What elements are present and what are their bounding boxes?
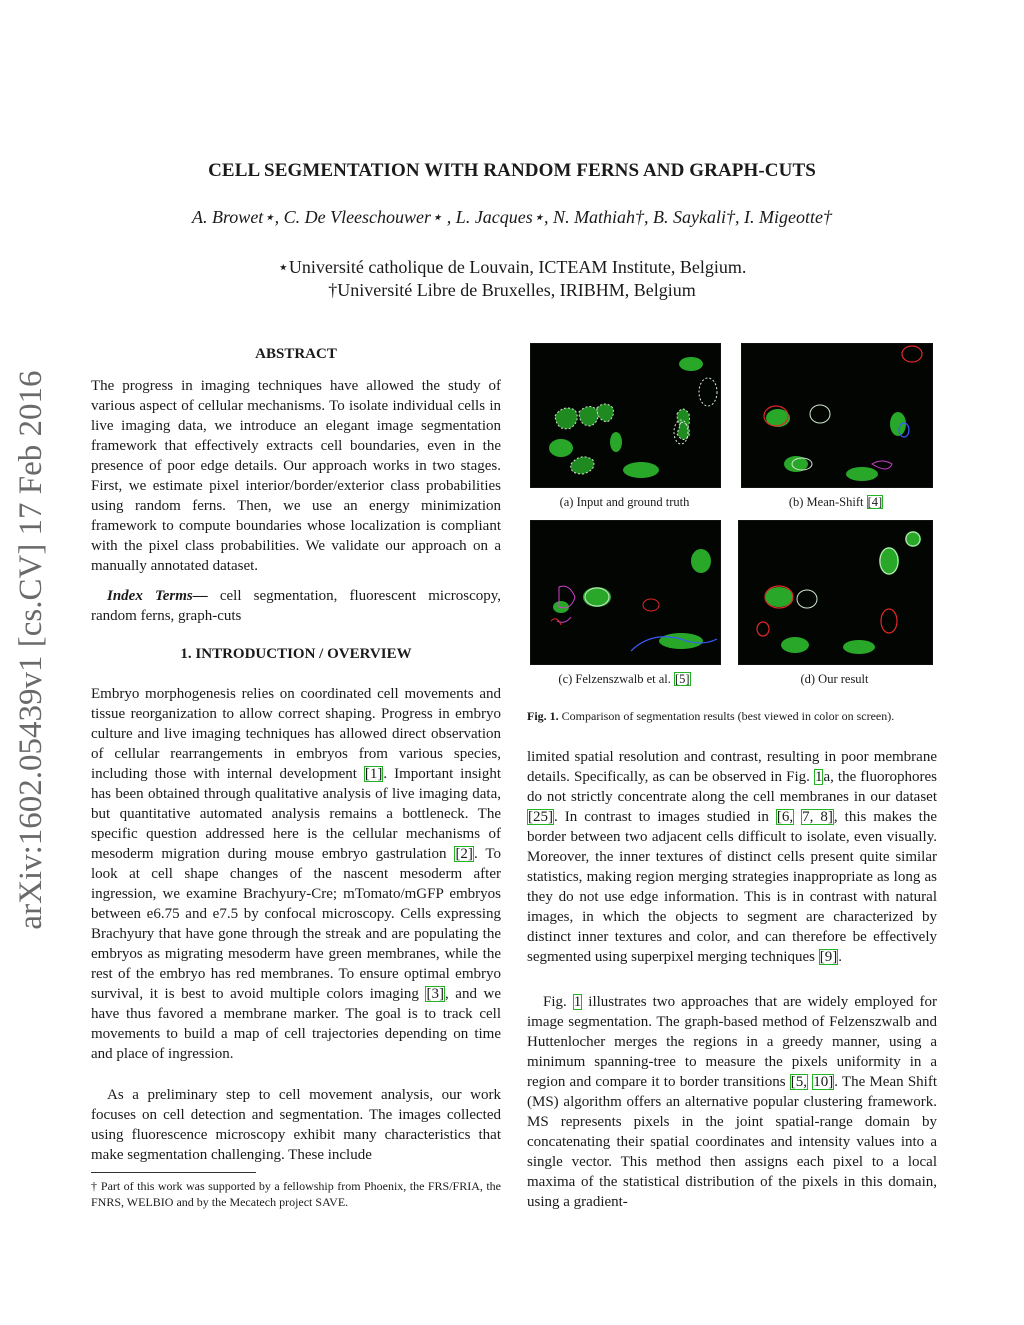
figure-link[interactable]: 1 — [814, 769, 823, 785]
citation-link[interactable]: [1] — [364, 766, 383, 782]
index-terms — [91, 586, 501, 626]
citation-link[interactable]: [2] — [455, 846, 473, 862]
footnote: † Part of this work was supported by a fellowship from Phoenix, the FRS/FRIA, the FNRS, WELBIO and by the Mecatech project SAVE. — [91, 1179, 501, 1209]
right-paragraph-2 — [527, 992, 937, 1212]
intro-text-segment: As a preliminary step to cell movement analysis, our work focuses on cell detection and segmentation. The images collected using fluorescence microscopy exhibit many characteristics that make segmentation challenging. These include — [91, 1087, 501, 1163]
citation-link[interactable]: [4] — [867, 495, 883, 509]
subcaption-d: (d) Our result — [800, 672, 869, 686]
figure-caption-text: Comparison of segmentation results (best viewed in color on screen). — [558, 709, 895, 723]
citation-link[interactable]: [5] — [675, 672, 690, 686]
figure-panel-our-result — [738, 520, 933, 665]
subcaption-c — [530, 672, 719, 687]
citation-link[interactable]: [3] — [426, 986, 444, 1002]
intro-text-segment: , and we have thus favored a membrane marker. The goal is to track cell movements to build a map of cell trajectories depending on time and place of ingression. — [91, 986, 501, 1062]
figure-link[interactable]: 1 — [573, 994, 582, 1010]
figure-panel-mean-shift — [741, 343, 933, 488]
citation-link[interactable]: [9] — [819, 949, 838, 965]
subcaption-text: (b) Mean-Shift — [788, 495, 867, 509]
arxiv-identifier: arXiv:1602.05439v1 [cs.CV] 17 Feb 2016 — [13, 370, 49, 930]
figure-panel-felzenszwalb — [530, 520, 721, 665]
subcaption-b — [741, 495, 931, 510]
author-list: A. Browet⋆, C. De Vleeschouwer⋆ , L. Jacques⋆, N. Mathiah†, B. Saykali†, I. Migeotte† — [191, 207, 833, 227]
intro-text-segment: Embryo morphogenesis relies on coordinated cell movements and tissue reorganization to allow correct shaping. Progress in embryo culture and live imaging techniques has allowed direct observation of cellular rearrangements in embryos from various species, including those with internal development — [91, 686, 501, 782]
body-text-segment: illustrates two approaches that are widely employed for image segmentation. The graph-based method of Felzenszwalb and Huttenlocher merges the regions in a greedy manner, using a minimum spanning-tree to measure the pixels uniformity in a region and compare it to border transitions — [527, 994, 937, 1090]
section-heading-introduction: 1. INTRODUCTION / OVERVIEW — [180, 646, 412, 662]
body-text-segment: Fig. — [543, 994, 573, 1010]
footnote-rule — [91, 1172, 256, 1173]
figure-label: Fig. 1. — [527, 709, 559, 723]
intro-paragraph-2 — [91, 1085, 501, 1165]
affiliation-ulb: †Université Libre de Bruxelles, IRIBHM, Belgium — [328, 280, 696, 300]
citation-link[interactable]: [6, — [776, 809, 794, 825]
body-text-segment: . — [838, 949, 842, 965]
body-text-segment: . In contrast to images studied in — [554, 809, 776, 825]
figure-panel-input-ground-truth — [530, 343, 721, 488]
affiliation-ucl: ⋆Université catholique de Louvain, ICTEAM Institute, Belgium. — [277, 257, 747, 277]
body-text-segment: . The Mean Shift (MS) algorithm offers an alternative popular clustering framework. MS represents pixels in the joint spatial-range domain by concatenating their spatial coordinates and intensity values into a single vector. This method then assigns each pixel to a local maxima of the statistical distribution of the pixels in this domain, using a gradient- — [527, 1074, 938, 1210]
intro-text-segment: . To look at cell shape changes of the nascent mesoderm after ingression, we examine Brachyury-Cre; mTomato/mGFP embryos between e6.75 and e7.5 by confocal microscopy. Cells expressing Brachyury that have gone through the streak and are populating the embryos as migrating mesoderm have green membranes, while the rest of the embryo has red membranes. To ensure optimal embryo survival, it is best to avoid multiple colors imaging — [91, 846, 501, 1002]
citation-link[interactable]: 7, 8] — [802, 809, 833, 825]
intro-text-segment: . Important insight has been obtained through qualitative analysis of live imaging data, but quantitative automated analysis remains a bottleneck. The specific question addressed here is the cellular mechanisms of mesoderm migration during mouse embryo gastrulation — [91, 766, 501, 862]
figure-caption — [527, 709, 942, 724]
abstract-text: The progress in imaging techniques have allowed the study of various aspect of cellular mechanisms. To isolate individual cells in live imaging data, we introduce an elegant image segmentation framework that effectively extracts cell boundaries, even in the presence of poor edge details. Our approach works in two stages. First, we estimate pixel interior/border/exterior class probabilities using random ferns. Then, we use an energy minimization framework to compute boundaries whose localization is compliant with the pixel class probabilities. We validate our approach on a manually annotated dataset. — [91, 378, 501, 574]
right-paragraph-1 — [527, 747, 937, 967]
subcaption-a: (a) Input and ground truth — [559, 495, 690, 509]
intro-paragraph-1 — [91, 684, 501, 1064]
body-text-segment: , this makes the border between two adjacent cells difficult to isolate, even visually. Moreover, the inner textures of distinct cells present quite similar statistics, making region merging strategies inappropriate as long as they do not use edge information. This is in contrast with natural images, in which the objects to segment are characterized by distinct inner textures and color, and can therefore be effectively segmented using superpixel merging techniques — [527, 809, 937, 965]
paper-title: CELL SEGMENTATION WITH RANDOM FERNS AND GRAPH-CUTS — [208, 160, 816, 181]
subcaption-text: (c) Felzenszwalb et al. — [558, 672, 674, 686]
abstract-heading: ABSTRACT — [255, 346, 337, 362]
body-text-segment: a, the fluorophores do not strictly concentrate along the cell membranes in our dataset — [527, 769, 937, 805]
index-terms-text: cell segmentation, fluorescent microscopy, random ferns, graph-cuts — [91, 588, 502, 624]
citation-link[interactable]: [5, — [790, 1074, 808, 1090]
body-text-segment: limited spatial resolution and contrast, resulting in poor membrane details. Specifically, as can be observed in Fig. — [527, 749, 937, 785]
citation-link[interactable]: [25] — [528, 809, 553, 825]
index-terms-label: Index Terms— — [107, 588, 208, 604]
citation-link[interactable]: 10] — [813, 1074, 834, 1090]
